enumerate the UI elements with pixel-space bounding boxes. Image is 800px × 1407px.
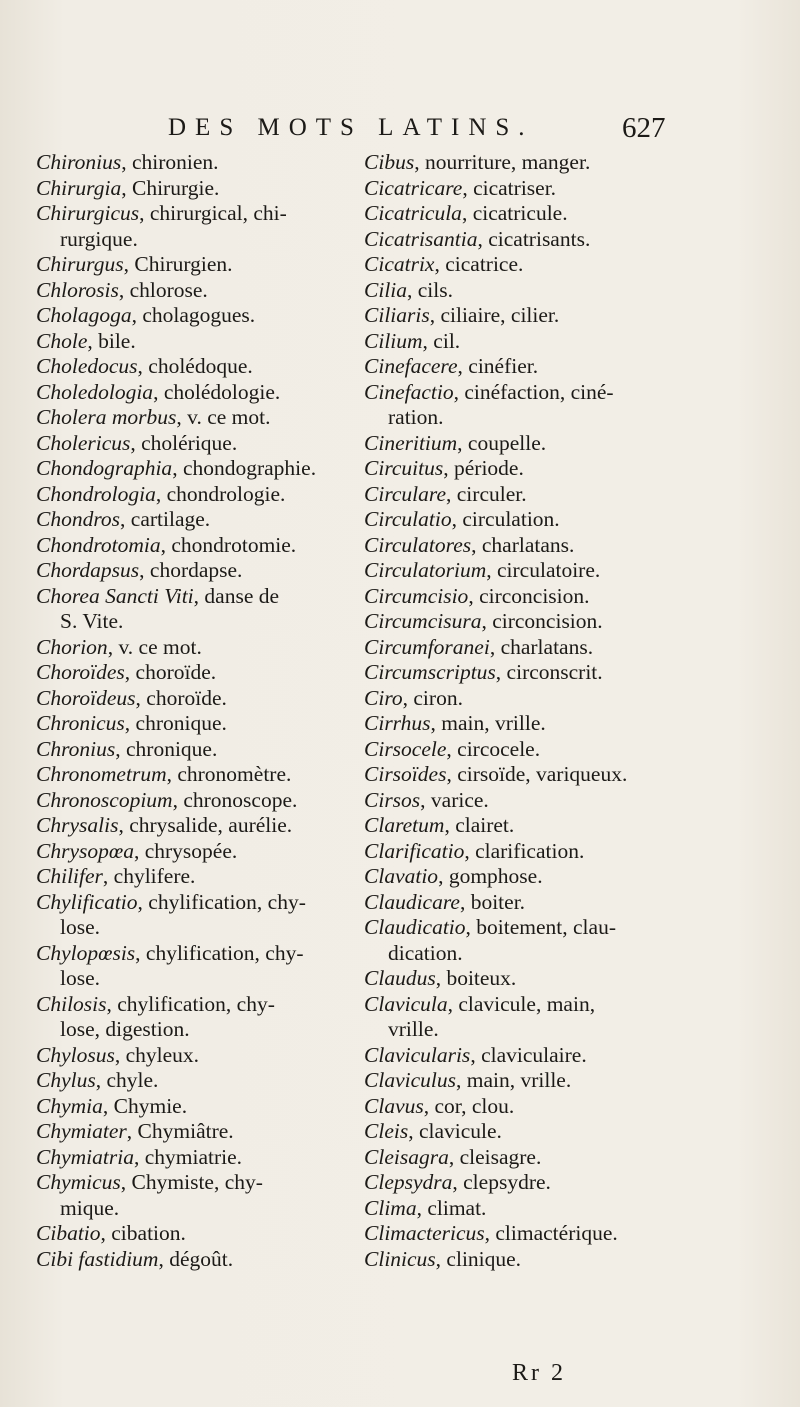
dictionary-entry — [36, 660, 356, 686]
dictionary-entry — [36, 839, 356, 865]
latin-term: Cinefacere — [364, 354, 458, 378]
latin-term: Cilia — [364, 277, 408, 302]
dictionary-entry — [36, 686, 356, 712]
latin-term: Chironius — [36, 150, 122, 174]
french-translation: , clinique. — [435, 1246, 522, 1271]
french-translation: , v. ce mot. — [107, 634, 202, 659]
dictionary-entry — [36, 584, 356, 610]
dictionary-entry — [364, 1170, 690, 1196]
french-translation: , bile. — [87, 328, 136, 353]
french-translation: , clairet. — [444, 813, 515, 837]
dictionary-entry — [36, 405, 356, 431]
entry-continuation: mique. — [60, 1195, 120, 1220]
dictionary-entry — [36, 1094, 356, 1120]
french-translation: , chirurgical, chi- — [139, 201, 287, 225]
dictionary-entry — [36, 1221, 356, 1247]
dictionary-entry — [364, 584, 690, 610]
latin-term: Cholagoga — [36, 303, 132, 327]
dictionary-entry — [364, 737, 690, 763]
dictionary-entry — [364, 1196, 690, 1222]
french-translation: , cholédoque. — [137, 354, 253, 378]
french-translation: , circoncision. — [468, 583, 590, 608]
dictionary-entry — [364, 507, 690, 533]
dictionary-entry — [364, 227, 690, 253]
french-translation: , chronomètre. — [166, 762, 292, 786]
dictionary-entry — [364, 380, 690, 406]
right-column — [364, 150, 690, 1272]
dictionary-entry — [36, 890, 356, 916]
french-translation: , chyleux. — [114, 1042, 200, 1067]
latin-term: Claudicare — [364, 889, 460, 914]
latin-term: Chirurgia — [36, 175, 122, 200]
dictionary-entry — [36, 788, 356, 814]
entry-continuation: lose. — [60, 915, 101, 939]
running-head: DES MOTS LATINS. — [168, 114, 534, 141]
french-translation: , chondographie. — [172, 456, 317, 480]
latin-term: Cilium — [364, 328, 423, 353]
dictionary-entry — [36, 762, 356, 788]
dictionary-entry — [364, 456, 690, 482]
latin-term: Chylopœsis — [36, 940, 136, 965]
french-translation: , clarification. — [464, 838, 585, 863]
dictionary-entry — [364, 150, 690, 176]
french-translation: , cinéfier. — [457, 354, 539, 378]
dictionary-entry — [36, 941, 356, 967]
dictionary-entry — [36, 176, 356, 202]
dictionary-entry — [364, 1247, 690, 1273]
dictionary-entry — [364, 431, 690, 457]
latin-term: Chilosis — [36, 991, 107, 1016]
latin-term: Clavicularis — [364, 1042, 471, 1067]
dictionary-entry — [364, 813, 690, 839]
french-translation: , cinéfaction, ciné- — [453, 379, 614, 404]
dictionary-entry — [36, 252, 356, 278]
dictionary-entry — [364, 839, 690, 865]
entry-continuation: ration. — [388, 405, 444, 429]
french-translation: , chylifere. — [102, 864, 196, 888]
french-translation: , Chymiâtre. — [126, 1119, 234, 1143]
latin-term: Chole — [36, 328, 88, 353]
dictionary-entry — [364, 788, 690, 814]
dictionary-entry — [364, 711, 690, 737]
latin-term: Cicatrisantia — [364, 226, 478, 251]
french-translation: , cicatrice. — [434, 252, 524, 276]
latin-term: Chondographia — [36, 456, 173, 480]
latin-term: Cirsos — [364, 787, 421, 812]
dictionary-entry — [36, 150, 356, 176]
entry-continuation: S. Vite. — [60, 609, 124, 633]
printer-signature: Rr 2 — [512, 1360, 566, 1386]
dictionary-entry — [364, 252, 690, 278]
dictionary-entry — [36, 380, 356, 406]
dictionary-entry — [364, 966, 690, 992]
latin-term: Clinicus — [364, 1246, 436, 1271]
latin-term: Circumscriptus — [364, 660, 496, 684]
page-header — [0, 112, 800, 146]
entry-continuation: vrille. — [388, 1017, 439, 1041]
latin-term: Cholericus — [36, 430, 131, 455]
french-translation: , circoncision. — [481, 609, 603, 633]
french-translation: , chylification, chy- — [135, 940, 304, 965]
french-translation: , chondrotomie. — [160, 532, 297, 557]
dictionary-entry — [364, 609, 690, 635]
french-translation: , chronique. — [115, 736, 218, 761]
latin-term: Chorion — [36, 634, 108, 659]
dictionary-entry — [364, 992, 690, 1018]
french-translation: , circulation. — [451, 507, 560, 531]
dictionary-entry — [364, 1043, 690, 1069]
latin-term: Claudicatio — [364, 915, 466, 939]
dictionary-entry — [36, 533, 356, 559]
latin-term: Clavicula — [364, 991, 448, 1016]
latin-term: Cinefactio — [364, 379, 454, 404]
french-translation: , circonscrit. — [495, 660, 603, 684]
french-translation: , cholédologie. — [153, 379, 281, 404]
dictionary-entry — [364, 278, 690, 304]
latin-term: Chlorosis — [36, 277, 119, 302]
french-translation: , v. ce mot. — [176, 405, 271, 429]
french-translation: , cil. — [422, 328, 461, 353]
french-translation: , chordapse. — [139, 558, 243, 582]
latin-term: Clima — [364, 1195, 417, 1220]
latin-term: Chymiater — [36, 1119, 127, 1143]
dictionary-entry — [36, 278, 356, 304]
french-translation: , chironien. — [121, 150, 219, 174]
latin-term: Ciro — [364, 685, 403, 710]
latin-term: Choroïdeus — [36, 685, 136, 710]
latin-term: Cleisagra — [364, 1144, 449, 1169]
french-translation: , varice. — [420, 787, 489, 812]
latin-term: Cicatricare — [364, 175, 463, 200]
french-translation: , claviculaire. — [470, 1042, 587, 1067]
dictionary-entry — [36, 992, 356, 1018]
french-translation: , cor, clou. — [423, 1093, 515, 1118]
dictionary-entry — [36, 507, 356, 533]
dictionary-entry — [364, 533, 690, 559]
dictionary-entry — [36, 558, 356, 584]
latin-term: Chymiatria — [36, 1144, 134, 1169]
latin-term: Cineritium — [364, 430, 458, 455]
french-translation: , ciron. — [402, 685, 463, 710]
latin-term: Chymicus — [36, 1170, 121, 1194]
latin-term: Chirurgus — [36, 252, 124, 276]
latin-term: Circumcisio — [364, 583, 469, 608]
french-translation: , ciliaire, cilier. — [429, 303, 560, 327]
french-translation: , cholérique. — [130, 430, 238, 455]
latin-term: Clavus — [364, 1093, 424, 1118]
dictionary-entry — [364, 660, 690, 686]
latin-term: Chylosus — [36, 1042, 115, 1067]
french-translation: , cirsoïde, variqueux. — [446, 762, 628, 786]
dictionary-entry — [36, 329, 356, 355]
french-translation: , chylification, chy- — [106, 991, 275, 1016]
french-translation: , chrysopée. — [133, 838, 238, 863]
latin-term: Chondros — [36, 507, 121, 531]
dictionary-entry — [36, 354, 356, 380]
latin-term: Choroïdes — [36, 660, 125, 684]
dictionary-entry — [364, 482, 690, 508]
french-translation: , coupelle. — [457, 430, 547, 455]
latin-term: Clepsydra — [364, 1170, 453, 1194]
dictionary-entry — [364, 762, 690, 788]
dictionary-entry — [36, 482, 356, 508]
french-translation: , cibation. — [100, 1221, 186, 1245]
french-translation: , Chirurgie. — [121, 175, 220, 200]
dictionary-entry — [36, 1170, 356, 1196]
latin-term: Cibus — [364, 150, 415, 174]
french-translation: , cicatricule. — [461, 201, 568, 225]
dictionary-entry — [364, 864, 690, 890]
latin-term: Chylificatio — [36, 889, 138, 914]
latin-term: Clavatio — [364, 864, 439, 888]
dictionary-entry — [36, 737, 356, 763]
latin-term: Chorea Sancti Viti — [36, 583, 194, 608]
dictionary-entry — [36, 1043, 356, 1069]
french-translation: , boitement, clau- — [465, 915, 616, 939]
dictionary-entry — [364, 1221, 690, 1247]
latin-term: Chronoscopium — [36, 787, 173, 812]
dictionary-entry — [36, 456, 356, 482]
french-translation: , Chirurgien. — [123, 252, 233, 276]
french-translation: , main, vrille. — [455, 1068, 572, 1092]
dictionary-entry — [36, 431, 356, 457]
french-translation: , choroïde. — [135, 685, 227, 710]
french-translation: , boiter. — [459, 889, 526, 914]
latin-term: Circulare — [364, 481, 447, 506]
dictionary-entry — [36, 1145, 356, 1171]
latin-term: Clarificatio — [364, 838, 465, 863]
dictionary-entry — [364, 890, 690, 916]
entry-continuation: lose. — [60, 966, 101, 990]
french-translation: , cholagogues. — [131, 303, 256, 327]
french-translation: , chyle. — [95, 1068, 159, 1092]
left-column — [36, 150, 356, 1272]
french-translation: , cartilage. — [120, 507, 211, 531]
dictionary-entry — [36, 201, 356, 227]
dictionary-entry — [364, 1068, 690, 1094]
dictionary-entry — [364, 1119, 690, 1145]
french-translation: , cicatrisants. — [477, 226, 591, 251]
french-translation: , chlorose. — [118, 277, 208, 302]
french-translation: , chylification, chy- — [137, 889, 306, 914]
dictionary-entry — [364, 1094, 690, 1120]
french-translation: , chondrologie. — [155, 481, 286, 506]
dictionary-entry — [36, 1247, 356, 1273]
latin-term: Chymia — [36, 1093, 103, 1118]
dictionary-entry — [36, 813, 356, 839]
french-translation: , climat. — [416, 1195, 487, 1220]
latin-term: Cirrhus — [364, 711, 431, 735]
french-translation: , charlatans. — [489, 634, 594, 659]
page-number: 627 — [622, 112, 666, 144]
dictionary-entry — [364, 176, 690, 202]
latin-term: Chronicus — [36, 711, 125, 735]
latin-term: Chondrotomia — [36, 532, 161, 557]
entry-continuation: lose, digestion. — [60, 1017, 190, 1041]
latin-term: Chronius — [36, 736, 116, 761]
dictionary-entry — [36, 1119, 356, 1145]
latin-term: Chordapsus — [36, 558, 140, 582]
dictionary-entry — [364, 635, 690, 661]
french-translation: , charlatans. — [471, 532, 575, 557]
latin-term: Chronometrum — [36, 762, 167, 786]
dictionary-entry — [36, 303, 356, 329]
latin-term: Cholera morbus — [36, 405, 177, 429]
latin-term: Choledologia — [36, 379, 154, 404]
latin-term: Cibi fastidium — [36, 1246, 159, 1271]
latin-term: Circumcisura — [364, 609, 482, 633]
french-translation: , boiteux. — [435, 966, 517, 990]
french-translation: , cils. — [407, 277, 453, 302]
french-translation: , circulatoire. — [486, 558, 601, 582]
french-translation: , clavicule, main, — [447, 991, 596, 1016]
french-translation: , climactérique. — [484, 1221, 618, 1245]
french-translation: , choroïde. — [124, 660, 217, 684]
dictionary-entry — [36, 864, 356, 890]
latin-term: Circumforanei — [364, 634, 490, 659]
latin-term: Circulatorium — [364, 558, 487, 582]
dictionary-entry — [36, 711, 356, 737]
latin-term: Chrysalis — [36, 813, 119, 837]
french-translation: , nourriture, manger. — [414, 150, 591, 174]
french-translation: , Chymie. — [102, 1093, 188, 1118]
latin-term: Chondrologia — [36, 481, 156, 506]
dictionary-entry — [364, 1145, 690, 1171]
french-translation: , cicatriser. — [462, 175, 557, 200]
dictionary-entry — [364, 354, 690, 380]
french-translation: , clavicule. — [408, 1119, 502, 1143]
latin-term: Cleis — [364, 1119, 409, 1143]
dictionary-entry — [364, 329, 690, 355]
entry-continuation: rurgique. — [60, 226, 138, 251]
latin-term: Chilifer — [36, 864, 103, 888]
french-translation: , période. — [443, 456, 524, 480]
french-translation: , chronoscope. — [172, 787, 298, 812]
french-translation: , danse de — [193, 583, 280, 608]
dictionary-entry — [36, 1068, 356, 1094]
latin-term: Claudus — [364, 966, 436, 990]
french-translation: , circuler. — [446, 481, 527, 506]
french-translation: , gomphose. — [438, 864, 543, 888]
latin-term: Climactericus — [364, 1221, 485, 1245]
latin-term: Claviculus — [364, 1068, 456, 1092]
latin-term: Cibatio — [36, 1221, 101, 1245]
dictionary-entry — [364, 686, 690, 712]
french-translation: , chrysalide, aurélie. — [118, 813, 293, 837]
dictionary-entry — [364, 303, 690, 329]
french-translation: , clepsydre. — [452, 1170, 551, 1194]
latin-term: Cicatricula — [364, 201, 462, 225]
dictionary-entry — [364, 558, 690, 584]
latin-term: Chirurgicus — [36, 201, 140, 225]
entry-continuation: dication. — [388, 940, 463, 965]
french-translation: , main, vrille. — [430, 711, 546, 735]
latin-term: Choledocus — [36, 354, 138, 378]
french-translation: , cleisagre. — [448, 1144, 542, 1169]
french-translation: , Chymiste, chy- — [120, 1170, 263, 1194]
latin-term: Claretum — [364, 813, 445, 837]
latin-term: Circulatores — [364, 532, 472, 557]
latin-term: Circuitus — [364, 456, 444, 480]
dictionary-entry — [36, 635, 356, 661]
latin-term: Chylus — [36, 1068, 96, 1092]
latin-term: Chrysopœa — [36, 838, 134, 863]
latin-term: Ciliaris — [364, 303, 430, 327]
french-translation: , dégoût. — [158, 1246, 234, 1271]
dictionary-entry — [364, 201, 690, 227]
latin-term: Cirsocele — [364, 736, 447, 761]
french-translation: , chymiatrie. — [133, 1144, 243, 1169]
french-translation: , chronique. — [124, 711, 227, 735]
latin-term: Cirsoïdes — [364, 762, 447, 786]
latin-term: Circulatio — [364, 507, 452, 531]
dictionary-entry — [364, 915, 690, 941]
latin-term: Cicatrix — [364, 252, 435, 276]
french-translation: , circocele. — [446, 736, 541, 761]
